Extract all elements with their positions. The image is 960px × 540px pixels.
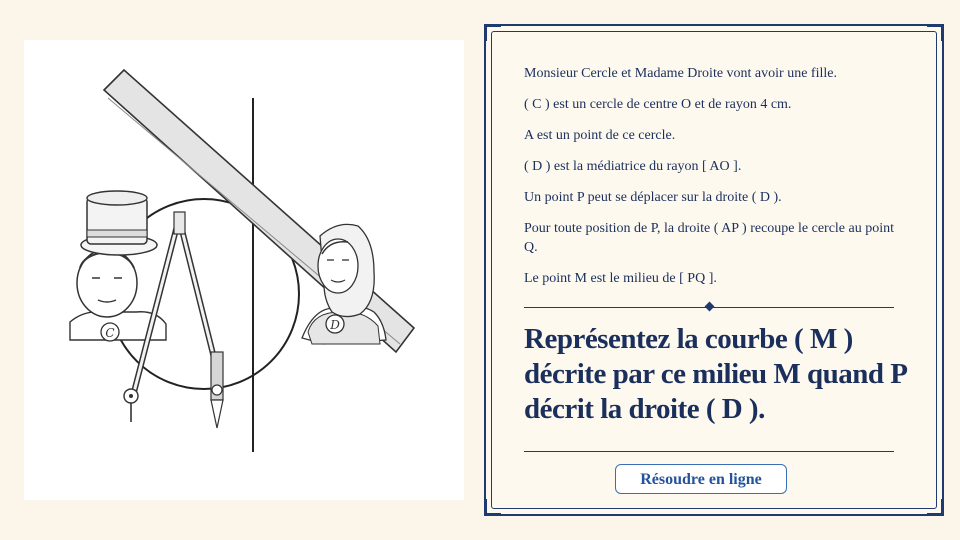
- cercle-droite-drawing: [24, 40, 464, 500]
- corner-ornament-icon: [927, 24, 944, 41]
- statement-line: Le point M est le milieu de [ PQ ].: [524, 271, 717, 286]
- statement-line: Pour toute position de P, la droite ( AP ) recoupe le cercle au point Q.: [524, 221, 895, 255]
- solve-online-button[interactable]: Résoudre en ligne: [615, 464, 787, 494]
- corner-ornament-icon: [484, 499, 501, 516]
- corner-ornament-icon: [484, 24, 501, 41]
- problem-card: [484, 24, 944, 516]
- svg-text:D: D: [330, 318, 340, 332]
- statement-line: ( D ) est la médiatrice du rayon [ AO ].: [524, 159, 742, 174]
- corner-ornament-icon: [927, 499, 944, 516]
- statement-line: Monsieur Cercle et Madame Droite vont avoir une fille.: [524, 66, 837, 81]
- problem-statement: [524, 64, 904, 300]
- statement-line: Un point P peut se déplacer sur la droite ( D ).: [524, 190, 782, 205]
- svg-text:C: C: [105, 326, 115, 340]
- statement-line: ( C ) est un cercle de centre O et de rayon 4 cm.: [524, 97, 792, 112]
- statement-line: A est un point de ce cercle.: [524, 128, 676, 143]
- illustration-panel: [24, 40, 464, 500]
- divider: [524, 451, 894, 452]
- question-heading: Représentez la courbe ( M ) décrite par ce milieu M quand P décrit la droite ( D ).: [524, 323, 906, 425]
